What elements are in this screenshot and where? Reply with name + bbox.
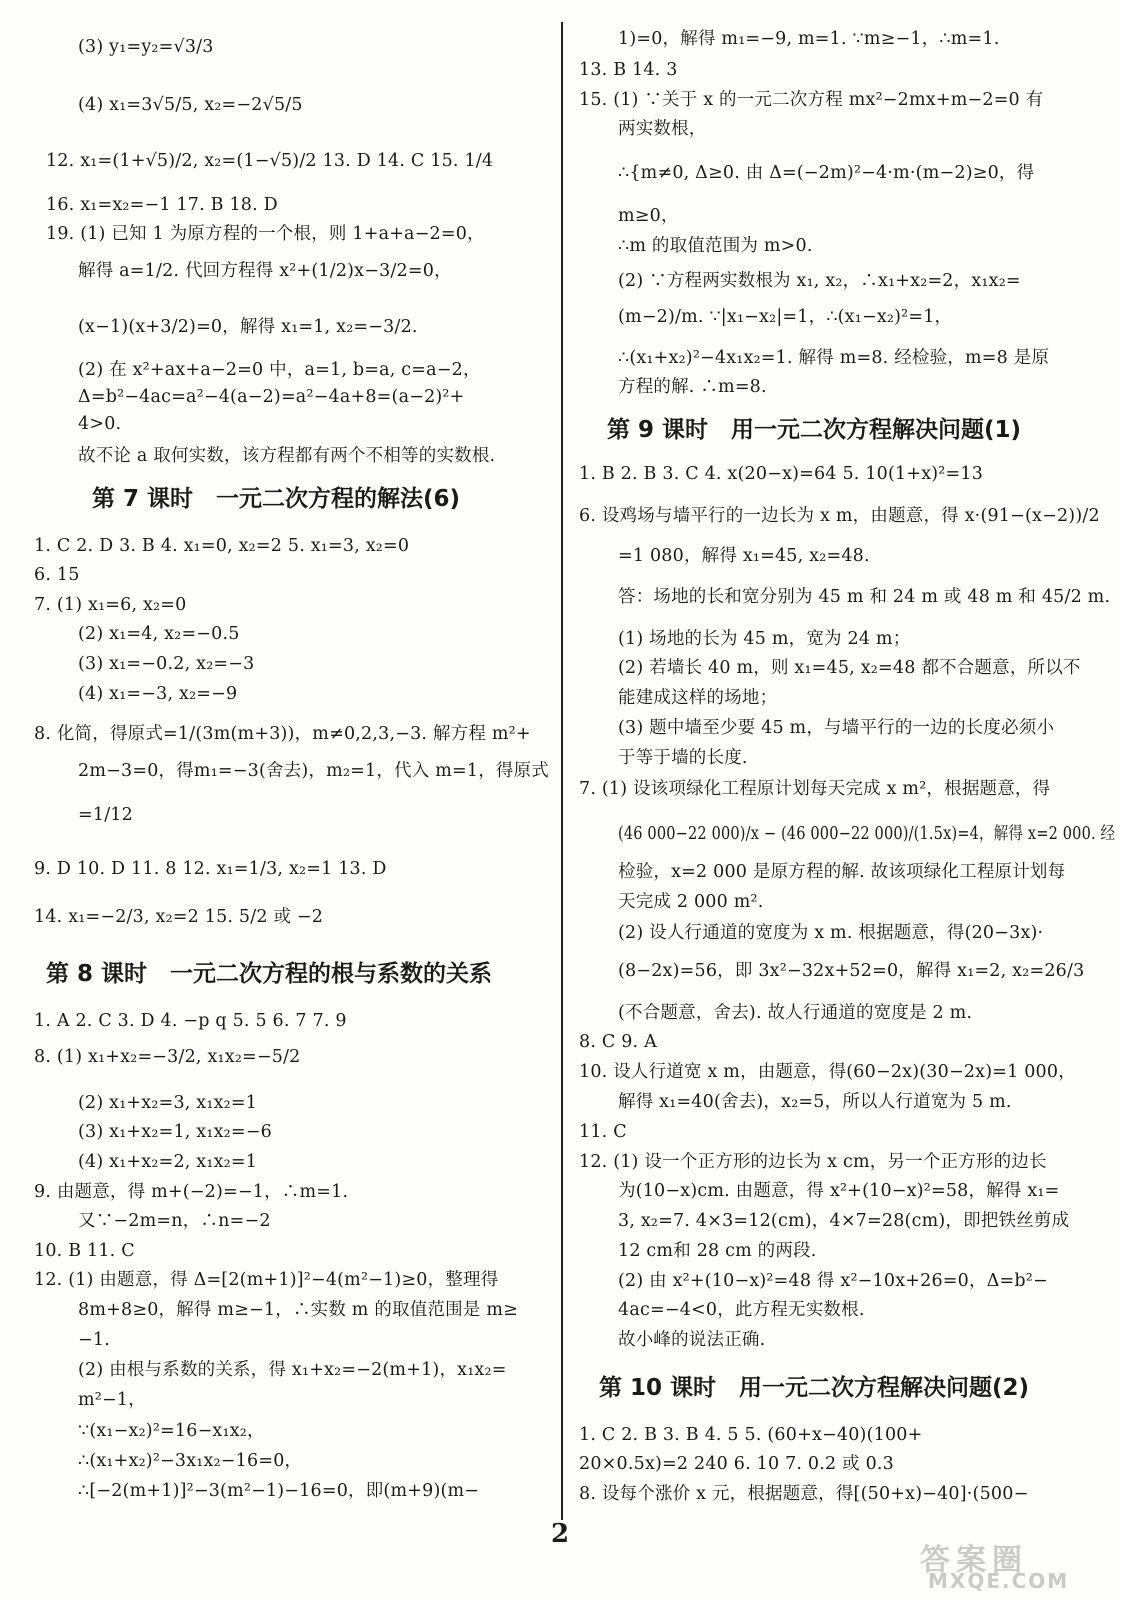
right-answer-line: 方程的解. ∴m=8. xyxy=(618,377,767,397)
left-answer-line: 12. x₁=(1+√5)/2, x₂=(1−√5)/2 13. D 14. C 15. 1/4 xyxy=(46,151,494,171)
right-answer-line: 为(10−x)cm. 由题意，得 x²+(10−x)²=58，解得 x₁= xyxy=(618,1181,1060,1201)
right-answer-line: 10. 设人行道宽 x m，由题意，得(60−2x)(30−2x)=1 000， xyxy=(579,1062,1076,1082)
left-answer-line: Δ=b²−4ac=a²−4(a−2)=a²−4a+8=(a−2)²+ xyxy=(78,387,465,407)
left-answer-line: 4>0. xyxy=(78,414,122,434)
right-answer-line: (2) 设人行通道的宽度为 x m. 根据题意，得(20−3x)· xyxy=(618,923,1044,943)
right-answer-line: (2) ∵方程两实数根为 x₁, x₂，∴x₁+x₂=2，x₁x₂= xyxy=(618,271,1021,291)
left-answer-line: ∴(x₁+x₂)²−3x₁x₂−16=0， xyxy=(78,1451,303,1471)
left-answer-line: (4) x₁=−3, x₂=−9 xyxy=(78,684,238,704)
left-answer-line: ∴[−2(m+1)]²−3(m²−1)−16=0，即(m+9)(m− xyxy=(78,1481,480,1501)
right-section-heading: 第 9 课时 用一元二次方程解决问题(1) xyxy=(607,417,1022,443)
left-answer-line: 2m−3=0，得m₁=−3(舍去)，m₂=1，代入 m=1，得原式 xyxy=(78,761,550,781)
right-answer-line: 1. B 2. B 3. C 4. x(20−x)=64 5. 10(1+x)²=13 xyxy=(579,464,984,484)
left-answer-line: 12. (1) 由题意，得 Δ=[2(m+1)]²−4(m²−1)≥0，整理得 xyxy=(34,1270,499,1290)
left-answer-line: 8. 化简，得原式=1/(3m(m+3))，m≠0,2,3,−3. 解方程 m²+ xyxy=(34,724,531,744)
left-answer-line: 8m+8≥0，解得 m≥−1，∴实数 m 的取值范围是 m≥ xyxy=(78,1300,518,1320)
right-answer-line: 答：场地的长和宽分别为 45 m 和 24 m 或 48 m 和 45/2 m. xyxy=(618,587,1111,607)
left-answer-line: 10. B 11. C xyxy=(34,1241,135,1261)
left-answer-line: 8. (1) x₁+x₂=−3/2, x₁x₂=−5/2 xyxy=(34,1047,301,1067)
right-answer-line: 13. B 14. 3 xyxy=(579,60,678,80)
left-answer-line: 9. 由题意，得 m+(−2)=−1，∴m=1. xyxy=(34,1182,349,1202)
right-answer-line: ∴{m≠0, Δ≥0. 由 Δ=(−2m)²−4·m·(m−2)≥0，得 xyxy=(618,163,1035,183)
left-answer-line: 1. C 2. D 3. B 4. x₁=0, x₂=2 5. x₁=3, x₂=0 xyxy=(34,536,410,556)
right-answer-line: 1. C 2. B 3. B 4. 5 5. (60+x−40)(100+ xyxy=(579,1425,923,1445)
right-answer-line: =1 080，解得 x₁=45, x₂=48. xyxy=(618,546,870,566)
left-answer-line: (2) x₁+x₂=3, x₁x₂=1 xyxy=(78,1093,258,1113)
right-answer-line: 于等于墙的长度. xyxy=(618,748,748,768)
right-answer-line: (1) 场地的长为 45 m，宽为 24 m； xyxy=(618,629,911,649)
left-answer-line: 7. (1) x₁=6, x₂=0 xyxy=(34,595,187,615)
left-answer-line: (4) x₁=3√5/5, x₂=−2√5/5 xyxy=(78,95,303,115)
right-answer-line: 15. (1) ∵关于 x 的一元二次方程 mx²−2mx+m−2=0 有 xyxy=(579,90,1044,110)
right-answer-line: (不合题意，舍去). 故人行通道的宽度是 2 m. xyxy=(618,1003,973,1023)
left-answer-line: (3) y₁=y₂=√3/3 xyxy=(78,37,214,57)
left-answer-line: (x−1)(x+3/2)=0，解得 x₁=1, x₂=−3/2. xyxy=(78,317,418,337)
left-answer-line: 19. (1) 已知 1 为原方程的一个根，则 1+a+a−2=0， xyxy=(46,224,485,244)
right-answer-line: m≥0， xyxy=(618,206,679,226)
right-section-heading: 第 10 课时 用一元二次方程解决问题(2) xyxy=(599,1375,1030,1401)
left-answer-line: 6. 15 xyxy=(34,565,80,585)
left-answer-line: (4) x₁+x₂=2, x₁x₂=1 xyxy=(78,1152,258,1172)
left-answer-line: −1. xyxy=(78,1330,110,1350)
right-answer-line: 8. C 9. A xyxy=(579,1032,657,1052)
left-answer-line: (2) 由根与系数的关系，得 x₁+x₂=−2(m+1)，x₁x₂= xyxy=(78,1360,507,1380)
right-answer-line: 8. 设每个涨价 x 元，根据题意，得[(50+x)−40]·(500− xyxy=(579,1484,1029,1504)
right-answer-line: ∴m 的取值范围为 m>0. xyxy=(618,236,813,256)
page-number: 2 xyxy=(550,1519,570,1549)
column-divider xyxy=(561,22,563,1520)
right-answer-line: 解得 x₁=40(舍去)，x₂=5，所以人行道宽为 5 m. xyxy=(618,1092,1012,1112)
right-answer-line: (46 000−22 000)/x − (46 000−22 000)/(1.5x)=4，解得 x=2 000. 经 xyxy=(618,824,1116,844)
left-answer-line: 又∵−2m=n，∴n=−2 xyxy=(78,1211,271,1231)
right-answer-line: 故小峰的说法正确. xyxy=(618,1330,766,1350)
left-answer-line: 16. x₁=x₂=−1 17. B 18. D xyxy=(46,195,278,215)
right-answer-line: 12 cm和 28 cm 的两段. xyxy=(618,1241,817,1261)
left-answer-line: (2) x₁=4, x₂=−0.5 xyxy=(78,624,240,644)
right-answer-line: 检验，x=2 000 是原方程的解. 故该项绿化工程原计划每 xyxy=(618,862,1066,882)
right-answer-line: 11. C xyxy=(579,1122,627,1142)
right-answer-line: 天完成 2 000 m². xyxy=(618,892,764,912)
right-answer-line: 6. 设鸡场与墙平行的一边长为 x m，由题意，得 x·(91−(x−2))/2 xyxy=(579,506,1100,526)
right-answer-line: 7. (1) 设该项绿化工程原计划每天完成 x m²，根据题意，得 xyxy=(579,779,1051,799)
watermark-text: 答案圈 xyxy=(920,1543,1028,1578)
left-answer-line: (2) 在 x²+ax+a−2=0 中，a=1, b=a, c=a−2， xyxy=(78,360,481,380)
left-answer-line: (3) x₁=−0.2, x₂=−3 xyxy=(78,654,255,674)
right-answer-line: 12. (1) 设一个正方形的边长为 x cm，另一个正方形的边长 xyxy=(579,1152,1047,1172)
watermark-logo xyxy=(920,1535,1110,1593)
left-answer-line: 解得 a=1/2. 代回方程得 x²+(1/2)x−3/2=0， xyxy=(78,261,452,281)
right-answer-line: 两实数根， xyxy=(618,119,707,139)
left-answer-line: ∵(x₁−x₂)²=16−x₁x₂， xyxy=(78,1421,265,1441)
right-answer-line: (m−2)/m. ∵|x₁−x₂|=1，∴(x₁−x₂)²=1， xyxy=(618,307,953,327)
right-answer-line: (8−2x)=56，即 3x²−32x+52=0，解得 x₁=2, x₂=26/3 xyxy=(618,961,1085,981)
right-answer-line: 能建成这样的场地； xyxy=(618,688,778,708)
left-answer-line: 故不论 a 取何实数，该方程都有两个不相等的实数根. xyxy=(78,446,496,466)
left-answer-line: =1/12 xyxy=(78,805,133,825)
left-answer-line: 14. x₁=−2/3, x₂=2 15. 5/2 或 −2 xyxy=(34,907,324,927)
right-answer-line: ∴(x₁+x₂)²−4x₁x₂=1. 解得 m=8. 经检验，m=8 是原 xyxy=(618,348,1050,368)
left-answer-line: 9. D 10. D 11. 8 12. x₁=1/3, x₂=1 13. D xyxy=(34,859,387,879)
right-answer-line: 1)=0，解得 m₁=−9, m=1. ∵m≥−1，∴m=1. xyxy=(618,29,1000,49)
right-answer-line: (2) 若墙长 40 m，则 x₁=45, x₂=48 都不合题意，所以不 xyxy=(618,658,1081,678)
left-answer-line: m²−1， xyxy=(78,1390,146,1410)
right-answer-line: (2) 由 x²+(10−x)²=48 得 x²−10x+26=0，Δ=b²− xyxy=(618,1271,1048,1291)
right-answer-line: (3) 题中墙至少要 45 m，与墙平行的一边的长度必须小 xyxy=(618,718,1055,738)
left-answer-line: 1. A 2. C 3. D 4. −p q 5. 5 6. 7 7. 9 xyxy=(34,1011,347,1031)
right-answer-line: 20×0.5x)=2 240 6. 10 7. 0.2 或 0.3 xyxy=(579,1454,895,1474)
left-section-heading: 第 8 课时 一元二次方程的根与系数的关系 xyxy=(46,961,493,987)
left-section-heading: 第 7 课时 一元二次方程的解法(6) xyxy=(92,486,461,512)
right-answer-line: 4ac=−4<0，此方程无实数根. xyxy=(618,1300,865,1320)
left-answer-line: (3) x₁+x₂=1, x₁x₂=−6 xyxy=(78,1122,272,1142)
watermark-url: MXQE.COM xyxy=(928,1569,1070,1593)
right-answer-line: 3, x₂=7. 4×3=12(cm)，4×7=28(cm)，即把铁丝剪成 xyxy=(618,1211,1070,1231)
